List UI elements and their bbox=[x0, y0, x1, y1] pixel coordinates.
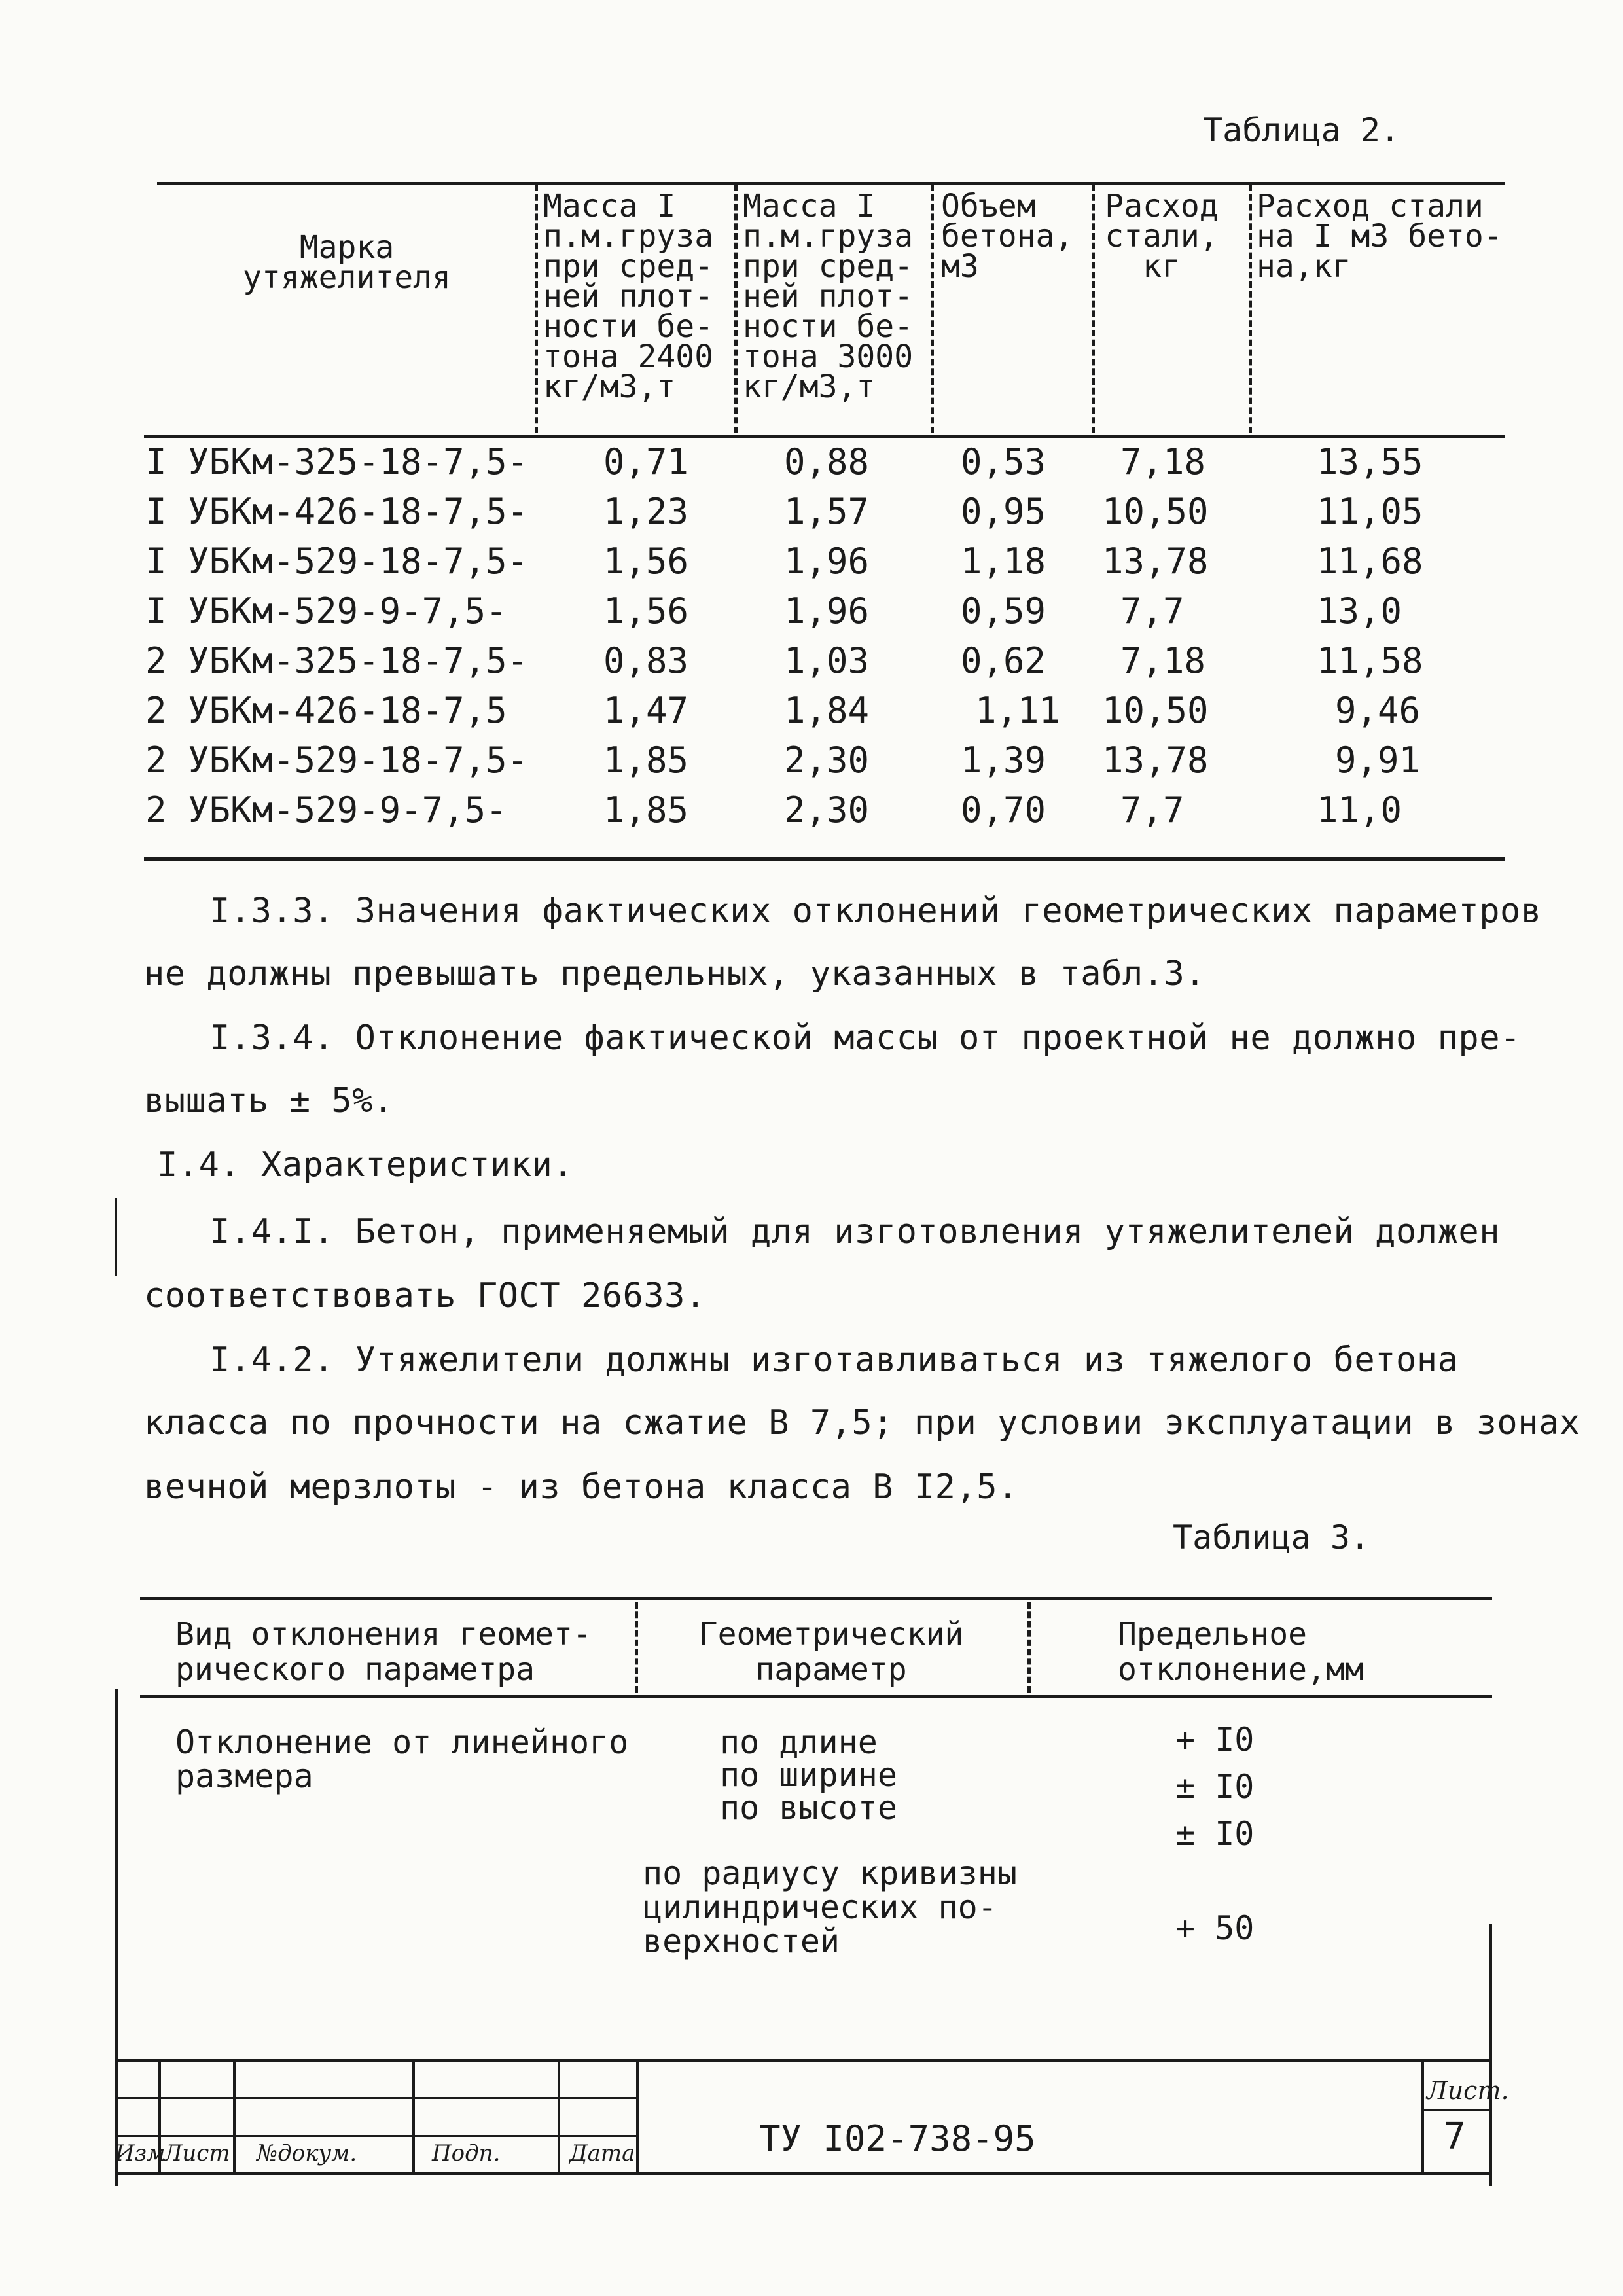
mass2400-cell: 1,85 bbox=[603, 789, 689, 831]
brand-cell: I УБКм-529-18-7,5- bbox=[145, 541, 529, 582]
table2-header-rule bbox=[144, 435, 1505, 438]
paragraph-1-3-4-line2: вышать ± 5%. bbox=[144, 1081, 394, 1121]
document-code: ТУ I02-738-95 bbox=[759, 2118, 1036, 2159]
mass2400-cell: 1,47 bbox=[603, 690, 689, 731]
steel-cell: 7,7 bbox=[1120, 789, 1185, 831]
paragraph-1-4-2-line3: вечной мерзлоты - из бетона класса В I2,5. bbox=[144, 1467, 1018, 1507]
volume-cell: 0,62 bbox=[961, 640, 1046, 681]
brand-cell: I УБКм-426-18-7,5- bbox=[145, 491, 529, 532]
table3-header-limit: Предельное отклонение,мм bbox=[1118, 1616, 1364, 1688]
mass3000-cell: 1,03 bbox=[784, 640, 870, 681]
mass3000-cell: 2,30 bbox=[784, 740, 870, 781]
steel-cell: 10,50 bbox=[1102, 690, 1209, 731]
table2-header-mass3000: Масса I п.м.груза при сред- ней плот- ности бе- тона 3000 кг/м3,т bbox=[743, 188, 914, 405]
steel-cell: 7,18 bbox=[1120, 640, 1206, 681]
brand-cell: 2 УБКм-325-18-7,5- bbox=[145, 640, 529, 681]
table2-header-brand: Марка утяжелителя bbox=[243, 229, 451, 296]
steel-per-m3-cell: 11,68 bbox=[1317, 541, 1423, 582]
param-cell: по ширине bbox=[720, 1756, 897, 1794]
volume-cell: 1,39 bbox=[961, 740, 1046, 781]
table2-header-volume: Объем бетона, м3 bbox=[941, 188, 1074, 285]
table2-col-divider bbox=[1249, 185, 1252, 433]
limit-cell: ± I0 bbox=[1175, 1815, 1255, 1853]
sheet-label: Лист. bbox=[1427, 2076, 1509, 2105]
steel-per-m3-cell: 11,0 bbox=[1317, 789, 1402, 831]
mass2400-cell: 0,83 bbox=[603, 640, 689, 681]
volume-cell: 0,95 bbox=[961, 491, 1046, 532]
stamp-label-date: Дата bbox=[569, 2140, 635, 2166]
mass3000-cell: 0,88 bbox=[784, 441, 870, 482]
table3-caption: Таблица 3. bbox=[1173, 1518, 1370, 1556]
paragraph-1-4-2-line1: I.4.2. Утяжелители должны изготавливаться из тяжелого бетона bbox=[209, 1340, 1459, 1380]
table2-col-divider bbox=[535, 185, 538, 433]
steel-cell: 10,50 bbox=[1102, 491, 1209, 532]
paragraph-1-3-3-line2: не должны превышать предельных, указанных в табл.3. bbox=[144, 954, 1206, 994]
brand-cell: 2 УБКм-426-18-7,5 bbox=[145, 690, 507, 731]
stamp-top-rule bbox=[115, 2059, 1492, 2062]
stamp-bottom-rule bbox=[115, 2172, 1492, 2175]
paragraph-1-4-1-line2: соответствовать ГОСТ 26633. bbox=[144, 1276, 706, 1316]
steel-per-m3-cell: 11,58 bbox=[1317, 640, 1423, 681]
mass2400-cell: 1,56 bbox=[603, 541, 689, 582]
sheet-cell-divider bbox=[1421, 2109, 1492, 2111]
table2-col-divider bbox=[931, 185, 934, 433]
brand-cell: 2 УБКм-529-18-7,5- bbox=[145, 740, 529, 781]
table2-col-divider bbox=[734, 185, 738, 433]
stamp-label-signature: Подп. bbox=[432, 2140, 501, 2166]
table3-header-rule bbox=[140, 1695, 1492, 1698]
frame-left-line bbox=[115, 1689, 118, 2186]
steel-per-m3-cell: 13,55 bbox=[1317, 441, 1423, 482]
paragraph-1-4-1-line1: I.4.I. Бетон, применяемый для изготовления утяжелителей должен bbox=[209, 1212, 1501, 1251]
mass3000-cell: 1,57 bbox=[784, 491, 870, 532]
table2-header-mass2400: Масса I п.м.груза при сред- ней плот- ности бе- тона 2400 кг/м3,т bbox=[543, 188, 714, 405]
volume-cell: 0,59 bbox=[961, 590, 1046, 632]
mass3000-cell: 1,96 bbox=[784, 541, 870, 582]
steel-per-m3-cell: 9,91 bbox=[1335, 740, 1421, 781]
volume-cell: 0,70 bbox=[961, 789, 1046, 831]
param-cell: по длине bbox=[720, 1723, 878, 1761]
paragraph-1-4-2-line2: класса по прочности на сжатие В 7,5; при условии эксплуатации в зонах bbox=[144, 1403, 1580, 1443]
revision-margin-line bbox=[115, 1198, 117, 1276]
stamp-grid-col bbox=[1421, 2062, 1424, 2173]
brand-cell: I УБКм-529-9-7,5- bbox=[145, 590, 507, 632]
table2-header-steel: Расход стали, кг bbox=[1105, 188, 1219, 285]
stamp-grid-col bbox=[558, 2062, 560, 2173]
param-radius-cell: по радиусу кривизны цилиндрических по- верхностей bbox=[643, 1854, 1017, 1960]
mass2400-cell: 1,56 bbox=[603, 590, 689, 632]
steel-cell: 13,78 bbox=[1102, 541, 1209, 582]
mass2400-cell: 1,23 bbox=[603, 491, 689, 532]
paragraph-1-3-3-line1: I.3.3. Значения фактических отклонений геометрических параметров bbox=[209, 891, 1542, 931]
volume-cell: 1,11 bbox=[975, 690, 1061, 731]
mass2400-cell: 1,85 bbox=[603, 740, 689, 781]
steel-per-m3-cell: 11,05 bbox=[1317, 491, 1423, 532]
table3-header-param: Геометрический параметр bbox=[698, 1616, 964, 1688]
stamp-label-docnum: №докум. bbox=[257, 2140, 357, 2166]
volume-cell: 0,53 bbox=[961, 441, 1046, 482]
stamp-grid-col bbox=[636, 2062, 639, 2173]
table2-bottom-rule bbox=[144, 857, 1505, 861]
paragraph-1-3-4-line1: I.3.4. Отклонение фактической массы от проектной не должно пре- bbox=[209, 1018, 1521, 1058]
brand-cell: I УБКм-325-18-7,5- bbox=[145, 441, 529, 482]
mass3000-cell: 2,30 bbox=[784, 789, 870, 831]
steel-cell: 7,7 bbox=[1120, 590, 1185, 632]
brand-cell: 2 УБКм-529-9-7,5- bbox=[145, 789, 507, 831]
stamp-label-change: Изм bbox=[115, 2140, 166, 2166]
steel-per-m3-cell: 13,0 bbox=[1317, 590, 1402, 632]
stamp-label-sheet: Лист bbox=[164, 2140, 230, 2166]
steel-cell: 13,78 bbox=[1102, 740, 1209, 781]
mass3000-cell: 1,84 bbox=[784, 690, 870, 731]
stamp-grid-col bbox=[233, 2062, 236, 2173]
limit-cell: ± I0 bbox=[1175, 1768, 1255, 1806]
param-cell: по высоте bbox=[720, 1789, 897, 1827]
volume-cell: 1,18 bbox=[961, 541, 1046, 582]
section-heading-1-4: I.4. Характеристики. bbox=[157, 1145, 574, 1185]
limit-cell: + I0 bbox=[1175, 1721, 1255, 1759]
limit-cell: + 50 bbox=[1175, 1909, 1255, 1947]
stamp-grid-col bbox=[412, 2062, 415, 2173]
deviation-kind-cell: Отклонение от линейного размера bbox=[175, 1723, 629, 1795]
table2-header-steel-per-m3: Расход стали на I м3 бето- на,кг bbox=[1257, 188, 1503, 285]
table2-top-rule bbox=[157, 182, 1505, 185]
steel-cell: 7,18 bbox=[1120, 441, 1206, 482]
frame-right-line bbox=[1489, 1924, 1492, 2186]
mass2400-cell: 0,71 bbox=[603, 441, 689, 482]
table2-col-divider bbox=[1092, 185, 1095, 433]
table3-col-divider bbox=[635, 1602, 638, 1693]
mass3000-cell: 1,96 bbox=[784, 590, 870, 632]
sheet-number: 7 bbox=[1444, 2115, 1466, 2158]
table2-caption: Таблица 2. bbox=[1203, 111, 1400, 149]
table3-header-kind: Вид отклонения геомет- рического параметра bbox=[175, 1616, 592, 1688]
table3-col-divider bbox=[1027, 1602, 1031, 1693]
steel-per-m3-cell: 9,46 bbox=[1335, 690, 1421, 731]
table3-top-rule bbox=[140, 1597, 1492, 1600]
